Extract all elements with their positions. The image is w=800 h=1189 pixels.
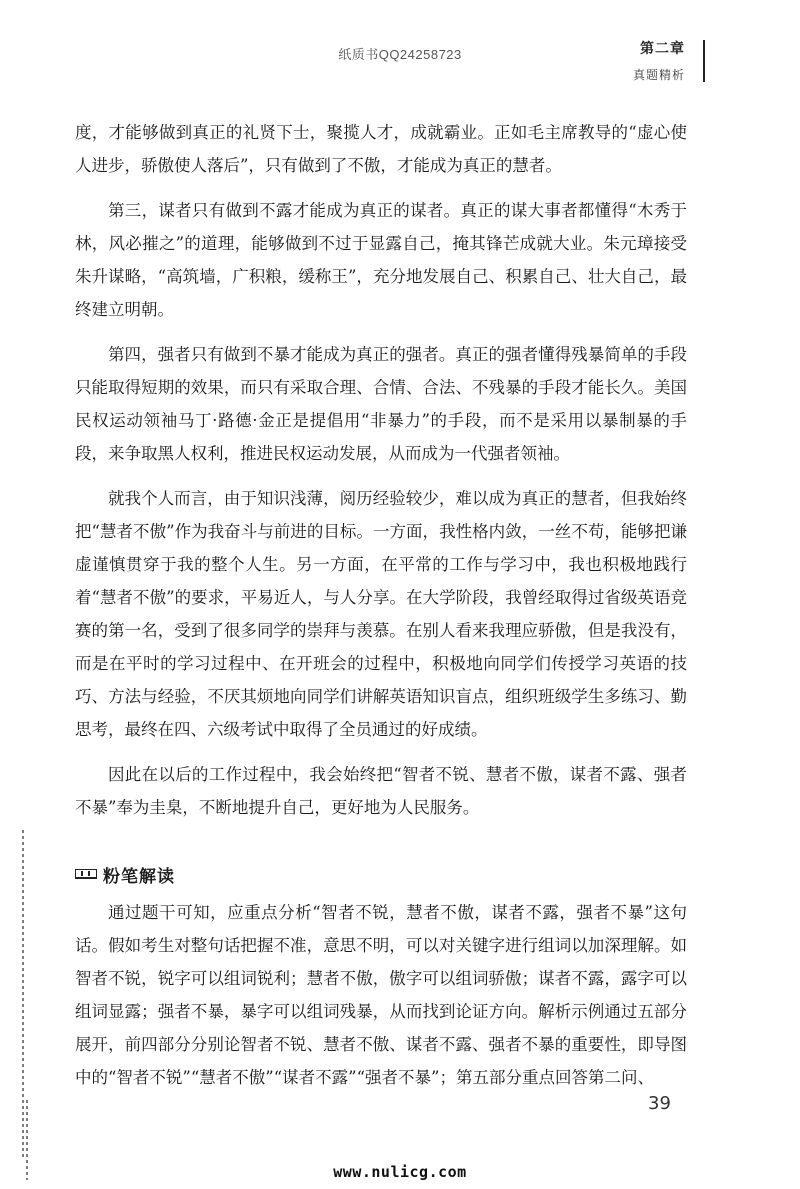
paragraph-fourth-point: 第四，强者只有做到不暴才能成为真正的强者。真正的强者懂得残暴简单的手段只能取得短期的效果，而只有采取合理、合情、合法、不残暴的手段才能长久。美国民权运动领袖马丁·路德·金正是提倡用“非暴力”的手段，而不是采用以暴制暴的手段，来争取黑人权利，推进民权运动发展，从而成为一代强者领袖。 bbox=[75, 345, 687, 463]
paragraph-interpretation: 通过题干可知，应重点分析“智者不锐，慧者不傲，谋者不露，强者不暴”这句话。假如考生对整句话把握不准，意思不明，可以对关键字进行组词以加深理解。如智者不锐，锐字可以组词锐利；慧者不傲，傲字可以组词骄傲；谋者不露，露字可以组词显露；强者不暴，暴字可以组词残暴，从而找到论证方向。解析示例通过五部分展开，前四部分分别论智者不锐、慧者不傲、谋者不露、强者不暴的重要性，即导图中的“智者不锐”“慧者不傲”“谋者不露”“强者不暴”；第五部分重点回答第二问、 bbox=[75, 903, 687, 1087]
running-head bbox=[633, 38, 685, 83]
paragraph-personal: 就我个人而言，由于知识浅薄，阅历经验较少，难以成为真正的慧者，但我始终把“慧者不傲”作为我奋斗与前进的目标。一方面，我性格内敛，一丝不苟，能够把谦虚谨慎贯穿于我的整个人生。另一方面，在平常的工作与学习中，我也积极地践行着“慧者不傲”的要求，平易近人，与人分享。在大学阶段，我曾经取得过省级英语竞赛的第一名，受到了很多同学的崇拜与羡慕。在别人看来我理应骄傲，但是我没有，而是在平时的学习过程中、在开班会的过程中，积极地向同学们传授学习英语的技巧、方法与经验，不厌其烦地向同学们讲解英语知识盲点，组织班级学生多练习、勤思考，最终在四、六级考试中取得了全员通过的好成绩。 bbox=[75, 489, 687, 739]
paragraph-conclusion: 因此在以后的工作过程中，我会始终把“智者不锐、慧者不傲，谋者不露、强者不暴”奉为圭臬，不断地提升自己，更好地为人民服务。 bbox=[75, 765, 687, 817]
footer-url: www.nulicg.com bbox=[333, 1163, 467, 1181]
section-heading bbox=[75, 858, 687, 890]
paragraph-continuation: 度，才能够做到真正的礼贤下士，聚揽人才，成就霸业。正如毛主席教导的“虚心使人进步，骄傲使人落后”，只有做到了不傲，才能成为真正的慧者。 bbox=[75, 123, 687, 175]
page-number: 39 bbox=[648, 1093, 671, 1114]
paragraph-third-point: 第三，谋者只有做到不露才能成为真正的谋者。真正的谋大事者都懂得“木秀于林，风必摧之”的道理，能够做到不过于显露自己，掩其锋芒成就大业。朱元璋接受朱升谋略，“高筑墙，广积粮，缓称王”，充分地发展自己、积累自己、壮大自己，最终建立明朝。 bbox=[75, 201, 687, 319]
section-label: 真题精析 bbox=[632, 68, 685, 82]
header-rule bbox=[703, 40, 705, 82]
page-content bbox=[75, 116, 687, 1094]
margin-binding-marks bbox=[22, 830, 24, 1160]
book-icon bbox=[75, 869, 97, 879]
chapter-label: 第二章 bbox=[640, 41, 685, 57]
watermark-text: 纸质书QQ24258723 bbox=[338, 47, 462, 62]
section-title: 粉笔解读 bbox=[103, 866, 175, 887]
